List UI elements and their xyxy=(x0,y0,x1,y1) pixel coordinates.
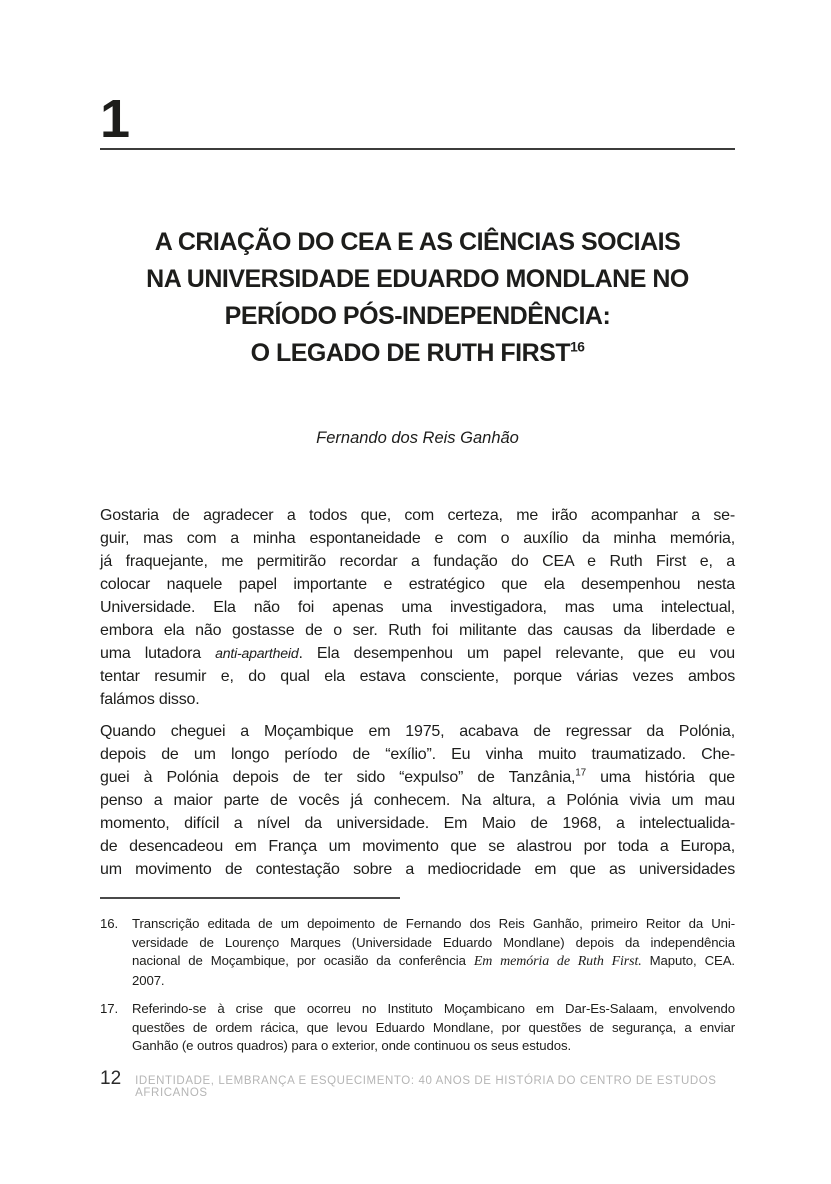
footnote-text xyxy=(132,915,735,990)
title-line: PERÍODO PÓS-INDEPENDÊNCIA: xyxy=(224,302,611,330)
text-line: versidade de Lourenço Marques (Universidade Eduardo Mondlane) depois da independência xyxy=(132,934,735,950)
text-line: 2007. xyxy=(132,972,165,988)
text-line: penso a maior parte de vocês já conhecem. Na altura, a Polónia vivia um mau xyxy=(100,792,735,809)
footnote-text xyxy=(132,1000,735,1056)
text-line: colocar naquele papel importante e estratégico que ela desempenhou nesta xyxy=(100,576,735,593)
text-line: Referindo-se à crise que ocorreu no Instituto Moçambicano em Dar-Es-Salaam, envolvendo xyxy=(132,1001,735,1016)
title-line: A CRIAÇÃO DO CEA E AS CIÊNCIAS SOCIAIS xyxy=(154,228,681,256)
text-line: um movimento de contestação sobre a mediocridade em que as universidades xyxy=(100,861,735,878)
text-line: Gostaria de agradecer a todos que, com certeza, me irão acompanhar a se- xyxy=(100,507,735,524)
chapter-title xyxy=(100,224,735,372)
running-title: IDENTIDADE, LEMBRANÇA E ESQUECIMENTO: 40 ANOS DE HISTÓRIA DO CENTRO DE ESTUDOS AFRICANOS xyxy=(135,1074,717,1099)
text-line: guei à Polónia depois de ter sido “expulso” de Tanzânia,$^{17}$ uma história que xyxy=(100,767,735,786)
text-line: questões de ordem rácica, que levou Eduardo Mondlane, por questões de segurança, a enviar xyxy=(132,1019,735,1035)
author-name: Fernando dos Reis Ganhão xyxy=(316,429,519,447)
text-line: embora ela não gostasse de o ser. Ruth foi militante das causas da liberdade e xyxy=(100,622,735,639)
text-line: guir, mas com a minha espontaneidade e com o auxílio da minha memória, xyxy=(100,530,735,547)
chapter-number: 1 xyxy=(100,89,130,149)
text-line: Universidade. Ela não foi apenas uma investigadora, mas uma intelectual, xyxy=(100,599,735,616)
page-footer xyxy=(100,1068,735,1099)
footnotes-section xyxy=(100,915,735,1056)
text-line: uma lutadora anti-apartheid. Ela desempenhou um papel relevante, que eu vou xyxy=(100,645,735,662)
chapter-rule-divider xyxy=(100,148,735,150)
text-line: Quando cheguei a Moçambique em 1975, acabava de regressar da Polónia, xyxy=(100,723,735,740)
title-line: O LEGADO DE RUTH FIRST$^{16}$ xyxy=(250,339,585,367)
body-text xyxy=(100,504,735,881)
footnote-separator xyxy=(100,897,400,899)
body-paragraph xyxy=(100,504,735,711)
text-line: já fraquejante, me permitirão recordar a fundação do CEA e Ruth First e, a xyxy=(100,553,735,570)
footnote-number: 16. xyxy=(100,916,119,931)
footnote-number: 17. xyxy=(100,1001,119,1016)
text-line: tentar resumir e, do qual ela estava consciente, porque várias vezes ambos xyxy=(100,668,735,685)
page-number: 12 xyxy=(100,1067,122,1089)
text-line: momento, difícil a nível da universidade. Em Maio de 1968, a intelectualida- xyxy=(100,815,735,832)
footnote xyxy=(100,1000,735,1056)
text-line: nacional de Moçambique, por ocasião da conferência Em memória de Ruth First. Maputo, CEA. xyxy=(132,953,735,969)
text-line: Ganhão (e outros quadros) para o exterior, onde continuou os seus estudos. xyxy=(132,1038,572,1053)
text-line: de desencadeou em França um movimento que se alastrou por toda a Europa, xyxy=(100,838,735,855)
title-line: NA UNIVERSIDADE EDUARDO MONDLANE NO xyxy=(146,265,689,293)
text-line: depois de um longo período de “exílio”. Eu vinha muito traumatizado. Che- xyxy=(100,746,735,763)
text-line: Transcrição editada de um depoimento de Fernando dos Reis Ganhão, primeiro Reitor da Uni- xyxy=(132,916,735,931)
body-paragraph xyxy=(100,720,735,881)
page-content xyxy=(100,0,735,1099)
text-line: falámos disso. xyxy=(100,691,200,708)
footnote xyxy=(100,915,735,990)
